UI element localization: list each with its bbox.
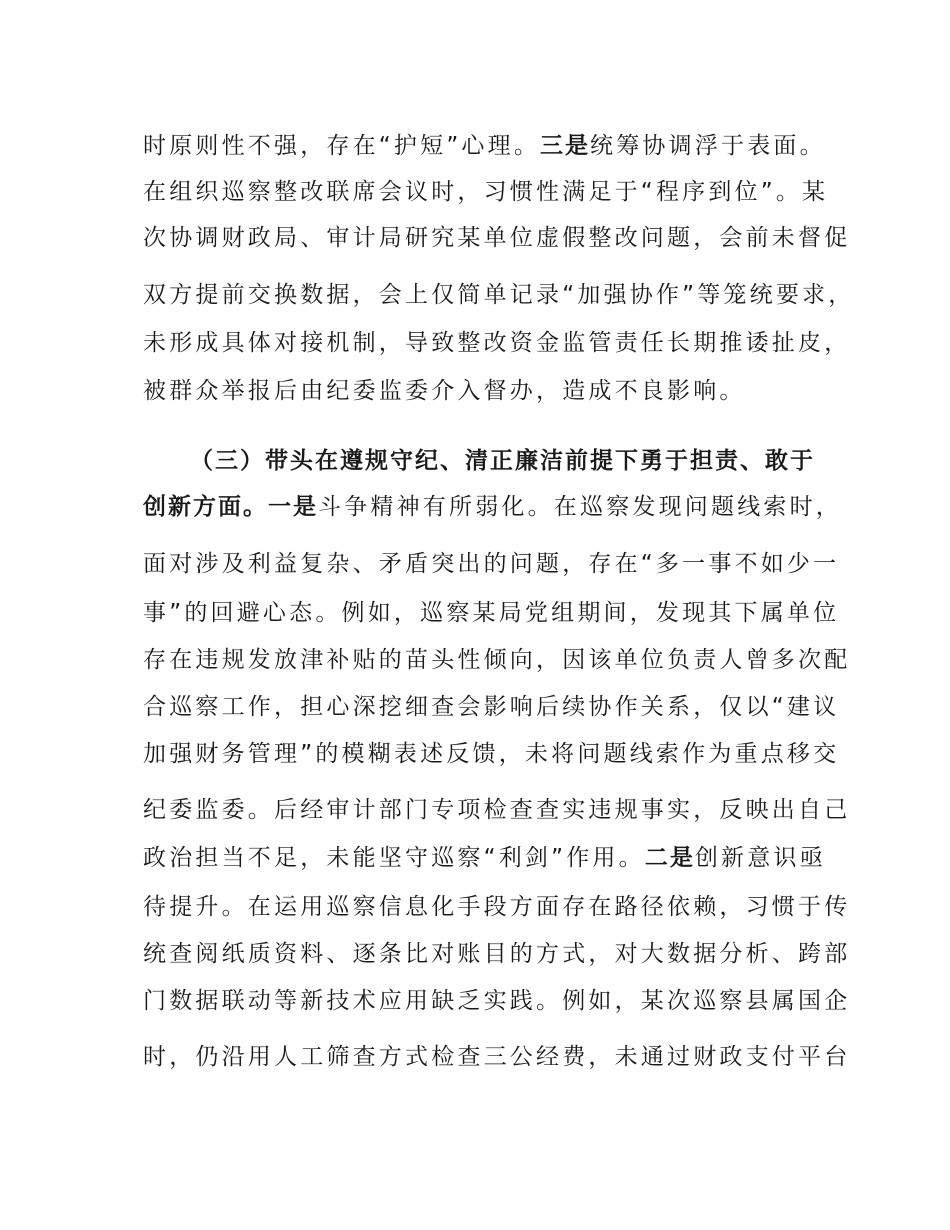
paragraph-line — [143, 934, 851, 974]
paragraph-line — [143, 790, 851, 830]
line-text: 纪委监委。后经审计部门专项检查查实违规事实，反映出自己 — [143, 797, 851, 823]
line-text: 待提升。在运用巡察信息化手段方面存在路径依赖，习惯于传 — [143, 894, 851, 920]
paragraph-line — [143, 126, 826, 166]
paragraph-line — [143, 838, 826, 878]
line-text: 双方提前交换数据，会上仅简单记录“加强协作”等笼统要求， — [143, 282, 855, 308]
line-text: 加强财务管理”的模糊表述反馈，未将问题线索作为重点移交 — [143, 741, 840, 767]
paragraph-line — [143, 172, 829, 212]
paragraph-line — [143, 487, 842, 527]
line-text: 斗争精神有所弱化。在巡察发现问题线索时， — [318, 494, 842, 520]
line-text: 时原则性不强，存在“护短”心理。 — [143, 133, 541, 159]
line-text: 合巡察工作，担心深挖细查会影响后续协作关系，仅以“建议 — [143, 694, 840, 720]
line-text: 被群众举报后由纪委监委介入督办，造成不良影响。 — [143, 378, 746, 404]
section-heading-line — [190, 441, 815, 481]
section-heading: （三）带头在遵规守纪、清正廉洁前提下勇于担责、敢于 — [190, 448, 815, 474]
paragraph-line — [143, 981, 851, 1021]
line-text-bold: 一是 — [268, 494, 318, 520]
paragraph-line — [143, 1037, 851, 1077]
paragraph-line — [143, 734, 840, 774]
paragraph-line — [143, 218, 851, 258]
line-text-bold: 三是 — [540, 133, 591, 159]
paragraph-line — [143, 687, 840, 727]
paragraph-line — [143, 593, 840, 633]
line-text: 创新意识亟 — [694, 845, 826, 871]
line-text-bold: 二是 — [644, 845, 695, 871]
line-text: 面对涉及利益复杂、矛盾突出的问题，存在“多一事不如少一 — [143, 551, 840, 577]
paragraph-line — [143, 640, 851, 680]
line-text: 未形成具体对接机制，导致整改资金监管责任长期推诿扯皮， — [143, 330, 851, 356]
line-text: 统查阅纸质资料、逐条比对账目的方式，对大数据分析、跨部 — [143, 941, 851, 967]
line-text: 次协调财政局、审计局研究某单位虚假整改问题，会前未督促 — [143, 225, 851, 251]
paragraph-line — [143, 275, 855, 315]
line-text: 事”的回避心态。例如，巡察某局党组期间，发现其下属单位 — [143, 600, 840, 626]
paragraph-line — [143, 323, 851, 363]
line-text: 政治担当不足，未能坚守巡察“利剑”作用。 — [143, 845, 645, 871]
paragraph-line — [143, 887, 851, 927]
line-text: 在组织巡察整改联席会议时，习惯性满足于“程序到位”。某 — [143, 179, 829, 205]
paragraph-line — [143, 371, 811, 411]
line-text: 统筹协调浮于表面。 — [590, 133, 826, 159]
paragraph-line — [143, 544, 840, 584]
line-text: 时，仍沿用人工筛查方式检查三公经费，未通过财政支付平台 — [143, 1044, 851, 1070]
line-text: 存在违规发放津补贴的苗头性倾向，因该单位负责人曾多次配 — [143, 647, 851, 673]
line-text: 门数据联动等新技术应用缺乏实践。例如，某次巡察县属国企 — [143, 988, 851, 1014]
section-heading: 创新方面。 — [143, 494, 268, 520]
